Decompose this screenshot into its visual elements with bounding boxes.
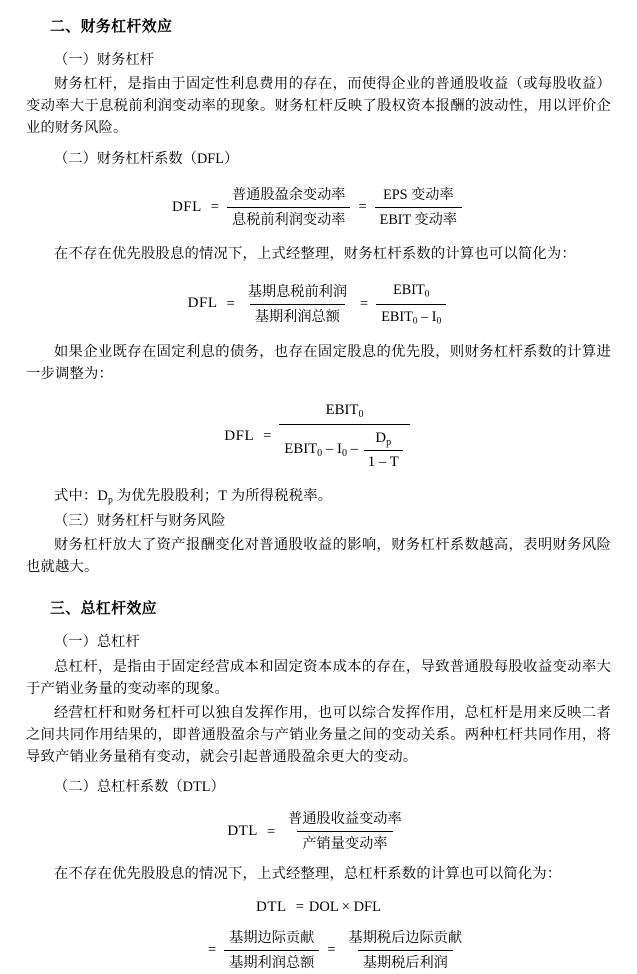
fraction-denominator: 基期利润总额 [250,304,345,328]
paragraph-leverage-risk: 财务杠杆放大了资产报酬变化对普通股收益的影响，财务杠杆系数越高，表明财务风险也就越大。 [26,537,611,576]
equals-sign-2: = [358,198,367,215]
paragraph-dtl-simplified-intro: 在不存在优先股股息的情况下，上式经整理，总杠杆系数的计算也可以简化为： [54,866,562,883]
fraction-denominator: 产销量变动率 [297,831,392,855]
fraction-percent-change [227,184,351,231]
fraction-base-period [243,281,352,328]
equals-sign: = [210,198,219,215]
formula-lhs: DTL [227,823,258,840]
equals-sign: = [207,942,217,959]
fraction-numerator: 普通股盈余变动率 [231,186,346,203]
paragraph-total-leverage: 总杠杆，是指由于固定经营成本和固定资本成本的存在，导致普通股每股收益变动率大于产销业务量的变动率的现象。 [26,658,611,697]
subsection-heading-3-1: （一）总杠杆 [54,634,140,651]
nested-fraction-dp-over-1-minus-t [364,427,403,474]
paragraph-combined-effect: 经营杠杆和财务杠杆可以独自发挥作用，也可以综合发挥作用，总杠杆是用来反映二者之间共同作用结果的，即普通股盈余与产销业务量之间的变动关系。两种杠杆共同作用，将导致产销业务量稍有变动，就会引起普通股盈余更大的变动。 [26,704,611,766]
formula-lhs: DFL [171,198,202,215]
formula-lhs: DFL [187,295,218,312]
fraction-dtl [283,808,407,855]
section-heading-3: 三、总杠杆效应 [50,601,158,618]
fraction-denominator: $EBIT_0 - I_0$ – $\frac{D_p}{1 - T}$ [279,424,409,473]
equals-sign: = [263,428,272,445]
formula-dfl-with-preferred [26,399,611,473]
fraction-numerator: 普通股收益变动率 [288,811,402,828]
formula-dtl-expanded [26,927,611,974]
fraction-denominator: 基期税后利润 [358,950,453,974]
fraction-numerator: 基期税后边际贡献 [348,929,463,946]
subsection-heading-3-2: （二）总杠杆系数（DTL） [54,779,225,796]
equals-sign: = [295,899,304,916]
fraction-after-tax-contribution [344,927,468,974]
fraction-numerator: 基期边际贡献 [229,929,315,946]
fraction-numerator: 基期息税前利润 [247,283,348,300]
fraction-numerator: EPS 变动率 [383,186,454,203]
fraction-denominator: $EBIT_0 - I_0$ [376,304,446,330]
paragraph-financial-leverage: 财务杠杆，是指由于固定性利息费用的存在，而使得企业的普通股收益（或每股收益）变动率大于息税前利润变动率的现象。财务杠杆反映了股权资本报酬的波动性，用以评价企业的财务风险。 [26,76,611,137]
formula-dfl-simplified [26,279,611,329]
subsection-heading-2-3: （三）财务杠杆与财务风险 [54,513,226,529]
equals-sign: = [226,295,235,312]
formula-dtl-definition [26,808,611,855]
fraction-numerator: $EBIT_0$ [393,281,430,300]
section-heading-2: 二、财务杠杆效应 [50,19,173,35]
formula-dfl-definition [26,184,611,231]
fraction-ebit-over-ebit-minus-i [376,279,446,329]
equals-sign-2: = [360,295,369,312]
fraction-numerator: $EBIT_0$ [325,402,364,421]
subsection-heading-2-1: （一）财务杠杆 [54,51,155,68]
fraction-denominator: 基期利润总额 [224,950,319,974]
paragraph-preferred-stock-case: 如果企业既存在固定利息的债务，也存在固定股息的优先股，则财务杠杆系数的计算进一步调整为： [26,344,611,383]
fraction-complex [279,399,409,473]
fraction-contribution-margin [224,927,319,974]
formula-lhs: DFL [224,427,255,444]
nested-denominator: 1 – T [364,450,403,474]
formula-lhs: DTL [256,898,287,915]
equals-sign-2: = [327,942,336,959]
fraction-eps-ebit [375,184,462,231]
equals-sign: = [266,823,276,840]
fraction-denominator: 息税前利润变动率 [227,207,351,231]
paragraph-notation: 式中：$D_p$ 为优先股股利；T 为所得税税率。 [54,488,333,506]
fraction-denominator: EBIT 变动率 [375,207,462,231]
nested-numerator: $D_p$ [375,429,392,448]
formula-rhs: DOL × DFL [308,899,381,916]
paragraph-no-preferred-dividend: 在不存在优先股股息的情况下，上式经整理，财务杠杆系数的计算也可以简化为： [54,245,576,262]
subsection-heading-2-2: （二）财务杠杆系数（DFL） [54,150,239,167]
formula-dtl-product [26,896,611,919]
